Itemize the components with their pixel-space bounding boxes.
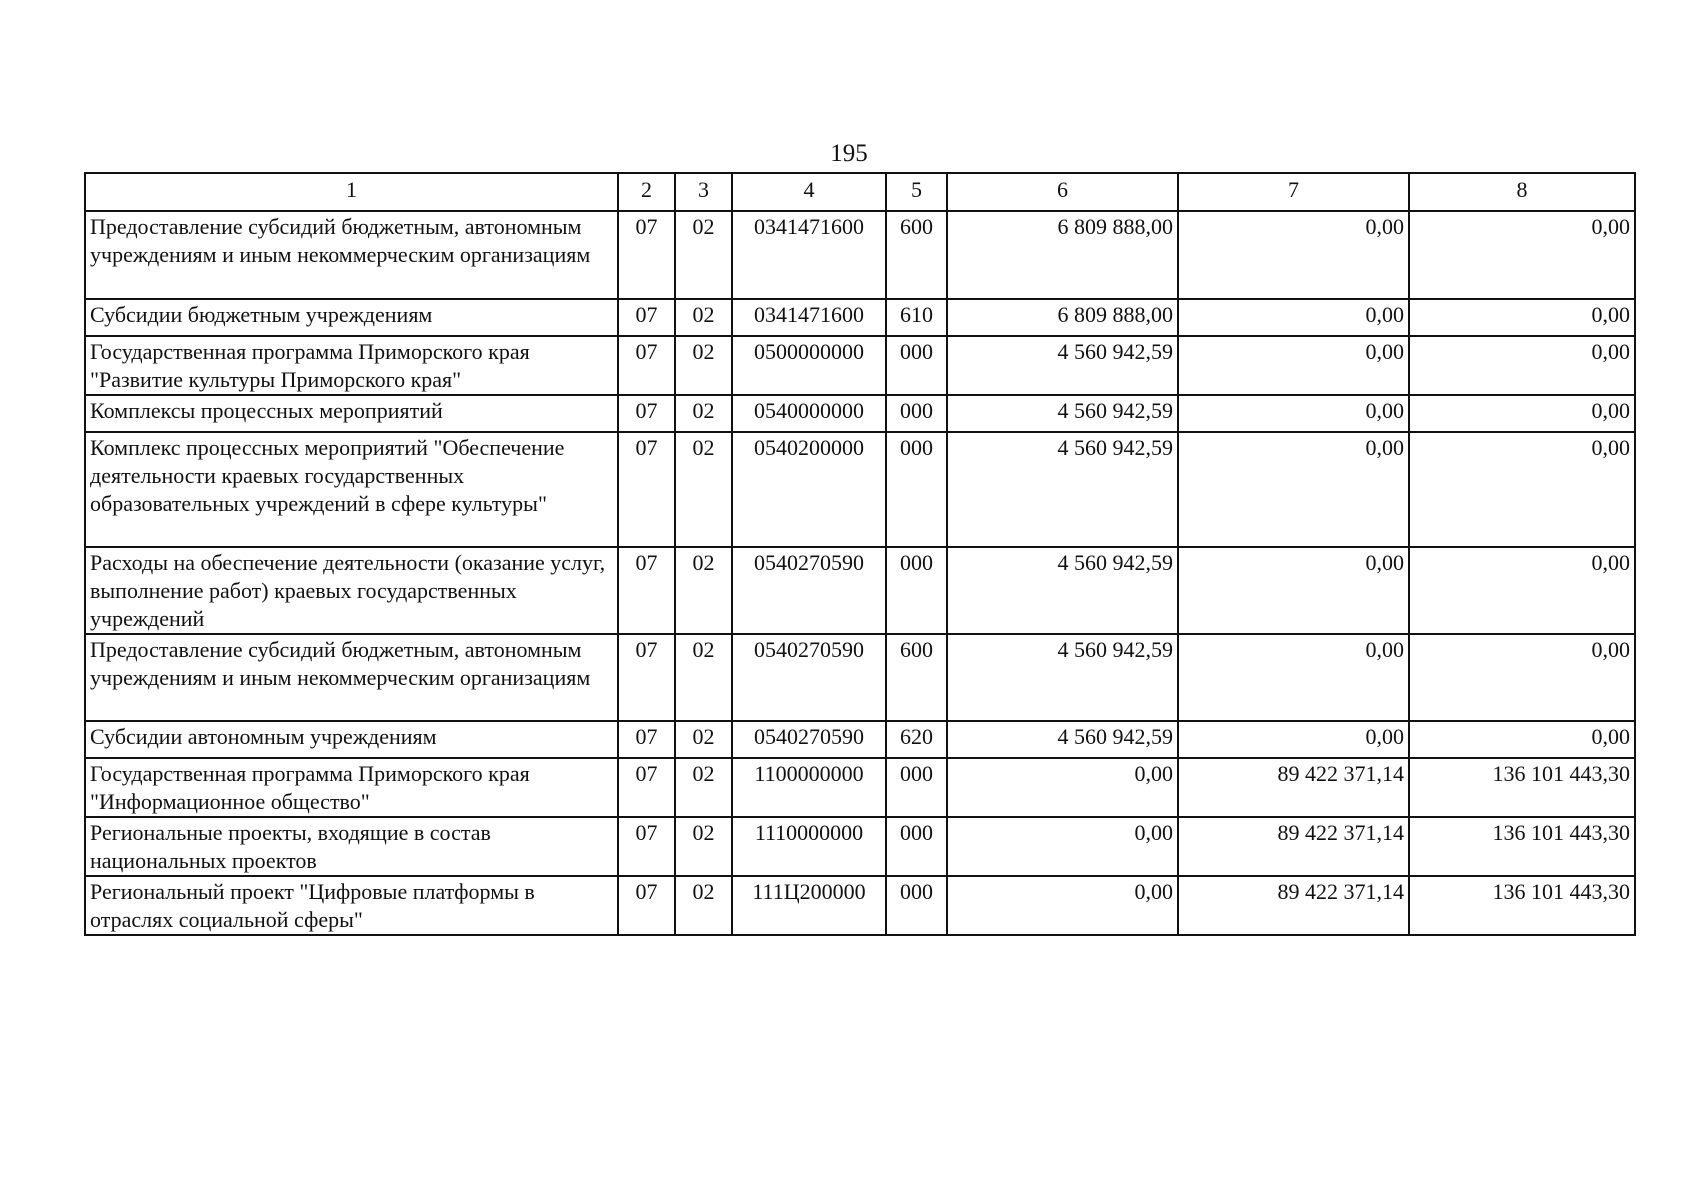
amount-col7: 0,00 — [1178, 634, 1409, 721]
table-row — [85, 876, 1635, 935]
target-article-code: 0540270590 — [732, 634, 886, 721]
section-code: 07 — [618, 876, 675, 935]
section-code: 07 — [618, 817, 675, 876]
subsection-code: 02 — [675, 211, 732, 299]
amount-col7: 89 422 371,14 — [1178, 817, 1409, 876]
amount-col6: 0,00 — [947, 758, 1178, 817]
amount-col7: 89 422 371,14 — [1178, 758, 1409, 817]
amount-col8: 136 101 443,30 — [1409, 817, 1635, 876]
amount-col8: 0,00 — [1409, 547, 1635, 634]
section-code: 07 — [618, 211, 675, 299]
expense-name: Субсидии автономным учреждениям — [85, 721, 618, 758]
table-row — [85, 634, 1635, 721]
budget-table — [84, 172, 1636, 936]
subsection-code: 02 — [675, 547, 732, 634]
expense-type-code: 600 — [886, 634, 947, 721]
column-header: 4 — [732, 173, 886, 211]
expense-name: Предоставление субсидий бюджетным, автономным учреждениям и иным некоммерческим организациям — [85, 634, 618, 721]
amount-col7: 0,00 — [1178, 299, 1409, 336]
table-row — [85, 547, 1635, 634]
expense-type-code: 000 — [886, 547, 947, 634]
table-row — [85, 299, 1635, 336]
expense-name: Комплекс процессных мероприятий "Обеспечение деятельности краевых государственных образовательных учреждений в сфере культуры" — [85, 432, 618, 547]
column-header: 5 — [886, 173, 947, 211]
column-header: 2 — [618, 173, 675, 211]
amount-col7: 89 422 371,14 — [1178, 876, 1409, 935]
amount-col8: 0,00 — [1409, 211, 1635, 299]
section-code: 07 — [618, 634, 675, 721]
expense-type-code: 000 — [886, 876, 947, 935]
subsection-code: 02 — [675, 817, 732, 876]
target-article-code: 0540000000 — [732, 395, 886, 432]
amount-col6: 4 560 942,59 — [947, 547, 1178, 634]
amount-col8: 0,00 — [1409, 634, 1635, 721]
amount-col6: 6 809 888,00 — [947, 299, 1178, 336]
amount-col6: 4 560 942,59 — [947, 336, 1178, 395]
column-header: 7 — [1178, 173, 1409, 211]
subsection-code: 02 — [675, 721, 732, 758]
target-article-code: 111Ц200000 — [732, 876, 886, 935]
column-header: 3 — [675, 173, 732, 211]
amount-col6: 0,00 — [947, 817, 1178, 876]
target-article-code: 0341471600 — [732, 299, 886, 336]
expense-name: Государственная программа Приморского края "Развитие культуры Приморского края" — [85, 336, 618, 395]
table-row — [85, 395, 1635, 432]
column-header: 8 — [1409, 173, 1635, 211]
subsection-code: 02 — [675, 432, 732, 547]
target-article-code: 0540270590 — [732, 547, 886, 634]
section-code: 07 — [618, 432, 675, 547]
subsection-code: 02 — [675, 634, 732, 721]
section-code: 07 — [618, 299, 675, 336]
amount-col6: 4 560 942,59 — [947, 395, 1178, 432]
section-code: 07 — [618, 758, 675, 817]
expense-type-code: 000 — [886, 336, 947, 395]
target-article-code: 0540200000 — [732, 432, 886, 547]
amount-col7: 0,00 — [1178, 211, 1409, 299]
amount-col8: 136 101 443,30 — [1409, 758, 1635, 817]
amount-col8: 0,00 — [1409, 299, 1635, 336]
amount-col7: 0,00 — [1178, 721, 1409, 758]
table-row — [85, 211, 1635, 299]
subsection-code: 02 — [675, 876, 732, 935]
amount-col6: 4 560 942,59 — [947, 634, 1178, 721]
table-row — [85, 432, 1635, 547]
amount-col8: 0,00 — [1409, 721, 1635, 758]
amount-col8: 0,00 — [1409, 336, 1635, 395]
section-code: 07 — [618, 336, 675, 395]
table-row — [85, 817, 1635, 876]
expense-name: Предоставление субсидий бюджетным, автономным учреждениям и иным некоммерческим организациям — [85, 211, 618, 299]
target-article-code: 0500000000 — [732, 336, 886, 395]
amount-col7: 0,00 — [1178, 336, 1409, 395]
expense-name: Комплексы процессных мероприятий — [85, 395, 618, 432]
column-header: 1 — [85, 173, 618, 211]
expense-type-code: 610 — [886, 299, 947, 336]
amount-col6: 4 560 942,59 — [947, 721, 1178, 758]
section-code: 07 — [618, 721, 675, 758]
expense-type-code: 620 — [886, 721, 947, 758]
table-row — [85, 721, 1635, 758]
subsection-code: 02 — [675, 758, 732, 817]
section-code: 07 — [618, 395, 675, 432]
target-article-code: 0540270590 — [732, 721, 886, 758]
amount-col7: 0,00 — [1178, 432, 1409, 547]
table-row — [85, 758, 1635, 817]
subsection-code: 02 — [675, 299, 732, 336]
amount-col8: 0,00 — [1409, 432, 1635, 547]
amount-col8: 0,00 — [1409, 395, 1635, 432]
target-article-code: 0341471600 — [732, 211, 886, 299]
expense-name: Государственная программа Приморского края "Информационное общество" — [85, 758, 618, 817]
expense-type-code: 000 — [886, 395, 947, 432]
expense-type-code: 000 — [886, 817, 947, 876]
amount-col8: 136 101 443,30 — [1409, 876, 1635, 935]
column-header: 6 — [947, 173, 1178, 211]
target-article-code: 1110000000 — [732, 817, 886, 876]
expense-name: Субсидии бюджетным учреждениям — [85, 299, 618, 336]
amount-col7: 0,00 — [1178, 395, 1409, 432]
amount-col7: 0,00 — [1178, 547, 1409, 634]
subsection-code: 02 — [675, 395, 732, 432]
amount-col6: 0,00 — [947, 876, 1178, 935]
page-number: 195 — [830, 140, 868, 167]
expense-type-code: 000 — [886, 432, 947, 547]
table-row — [85, 336, 1635, 395]
expense-name: Региональные проекты, входящие в состав национальных проектов — [85, 817, 618, 876]
column-number-row — [85, 173, 1635, 211]
subsection-code: 02 — [675, 336, 732, 395]
expense-type-code: 600 — [886, 211, 947, 299]
section-code: 07 — [618, 547, 675, 634]
expense-name: Региональный проект "Цифровые платформы в отраслях социальной сферы" — [85, 876, 618, 935]
expense-name: Расходы на обеспечение деятельности (оказание услуг, выполнение работ) краевых государственных учреждений — [85, 547, 618, 634]
amount-col6: 4 560 942,59 — [947, 432, 1178, 547]
amount-col6: 6 809 888,00 — [947, 211, 1178, 299]
expense-type-code: 000 — [886, 758, 947, 817]
target-article-code: 1100000000 — [732, 758, 886, 817]
